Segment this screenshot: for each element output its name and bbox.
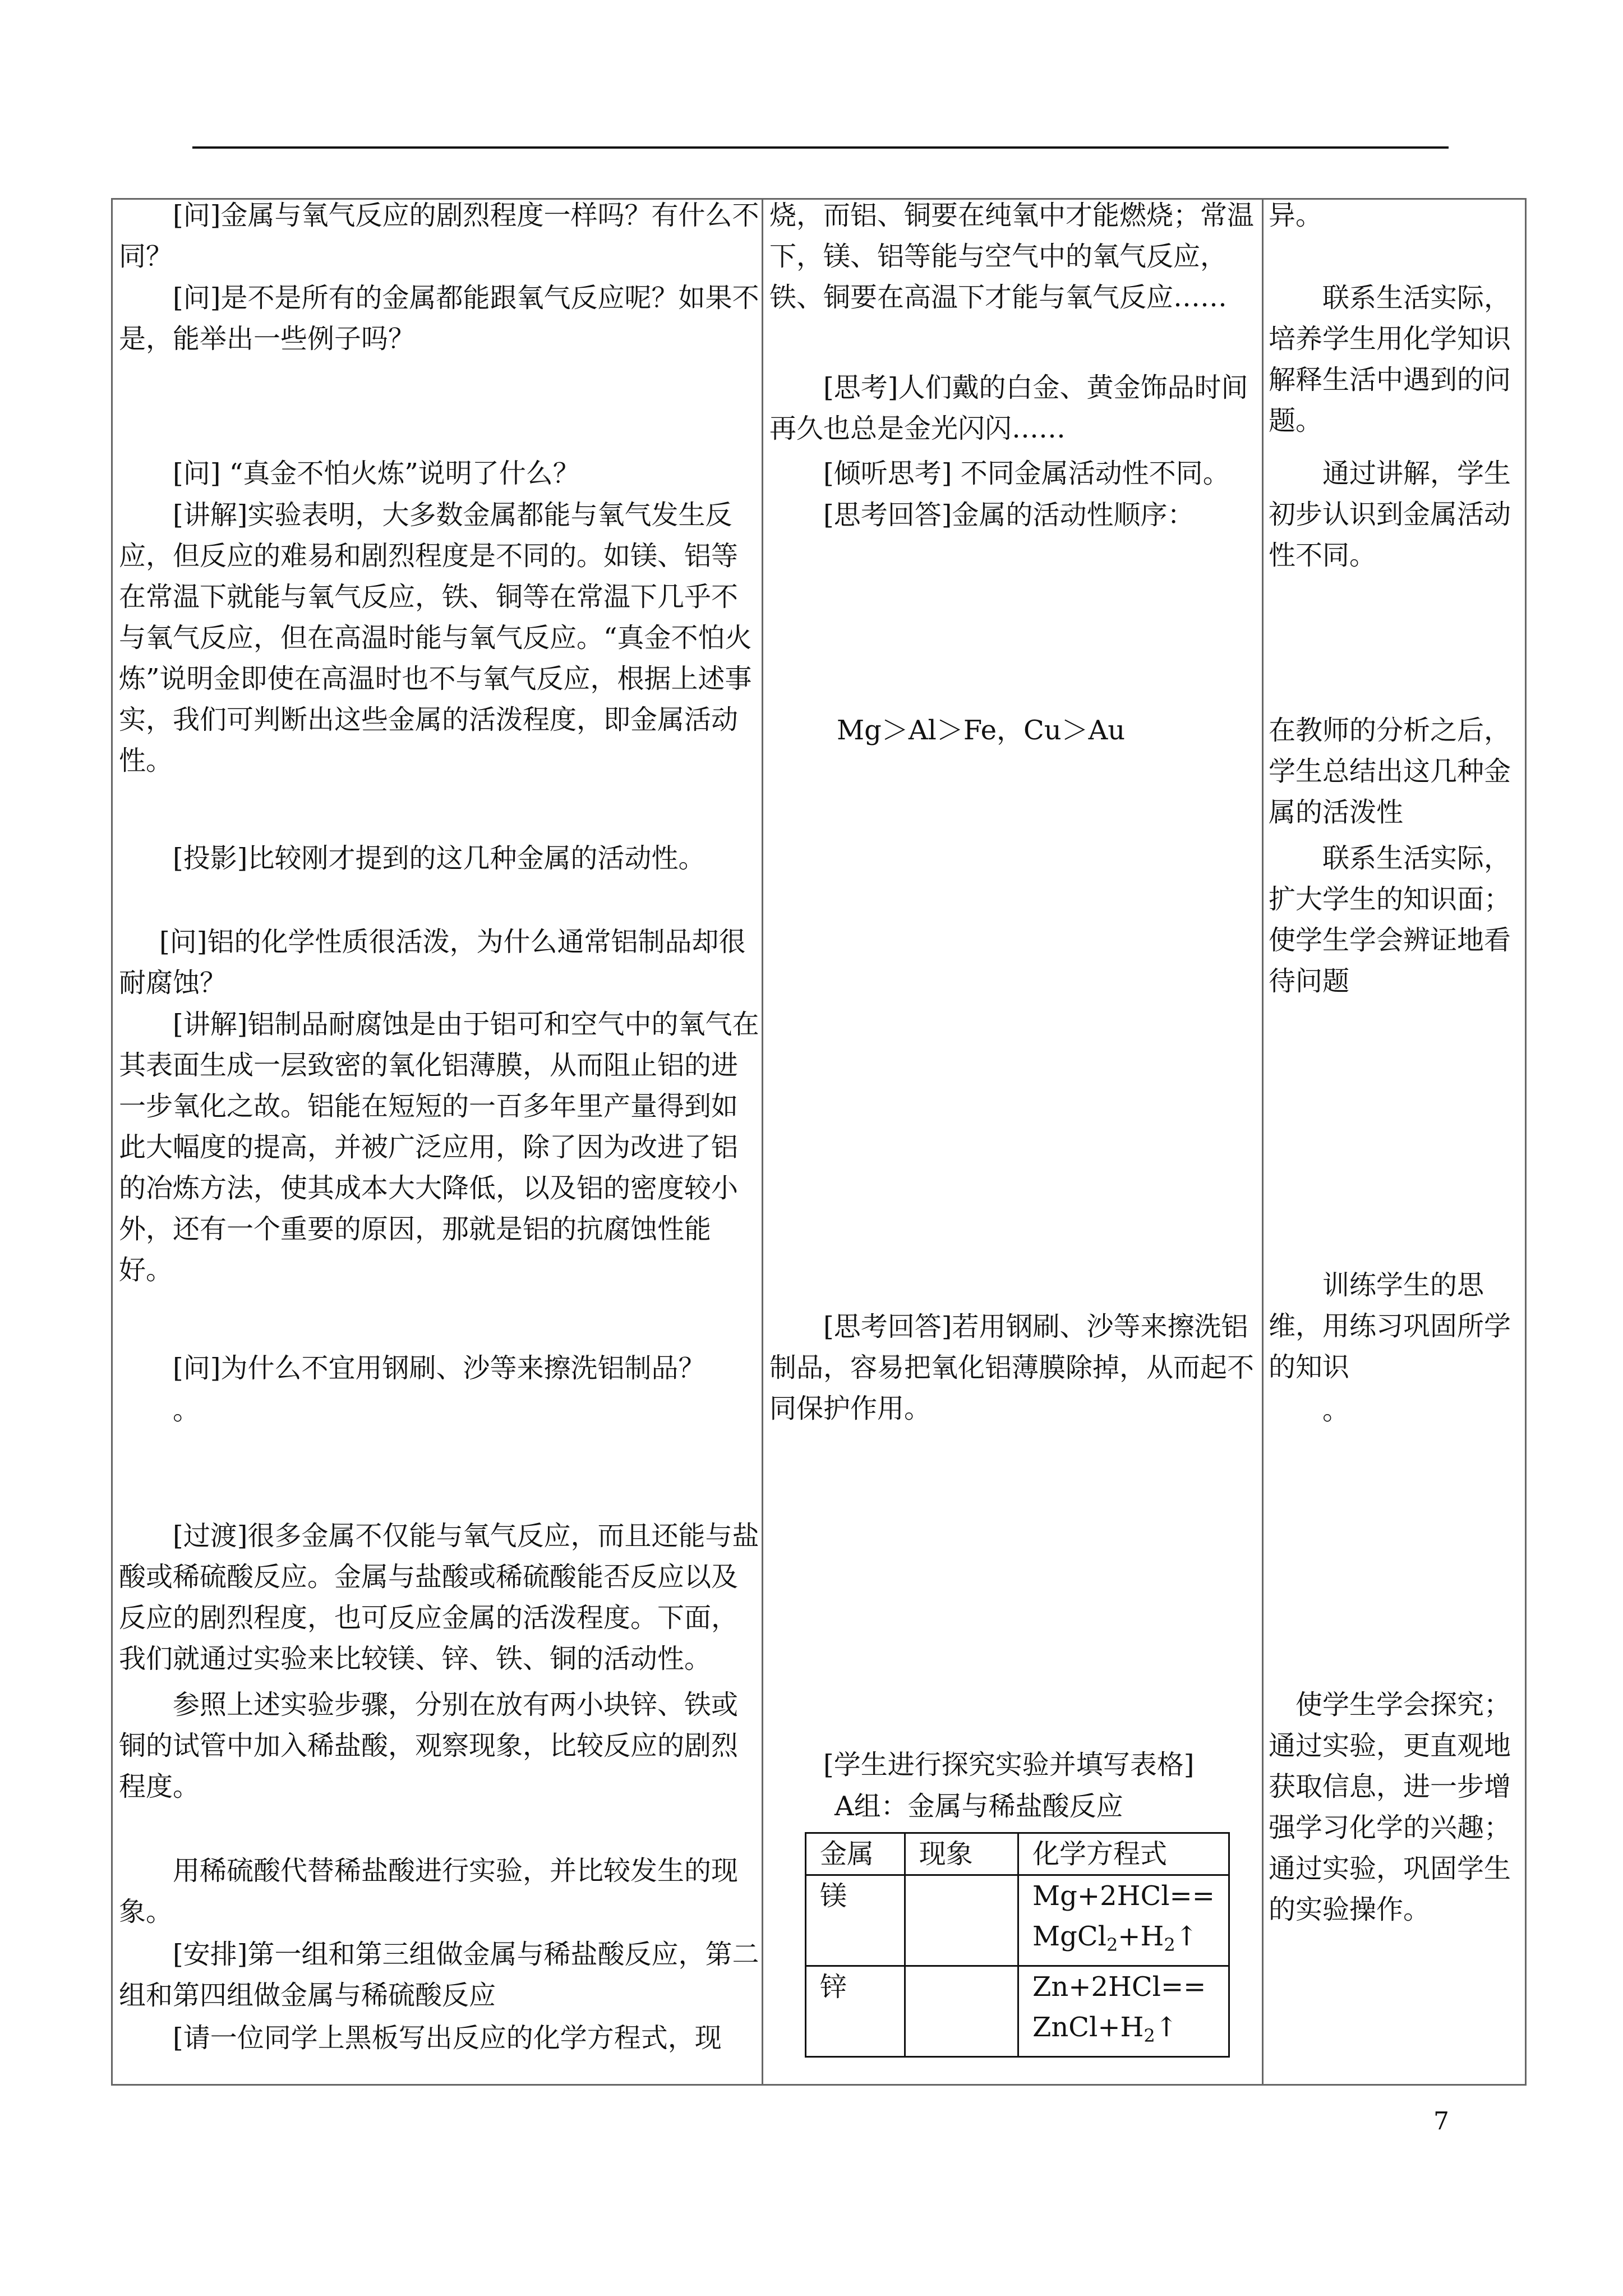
- equation-product: MgCl: [1032, 1921, 1106, 1952]
- group-a-title: A组：金属与稀盐酸反应: [834, 1791, 1123, 1822]
- activity-order: Mg＞Al＞Fe，Cu＞Au: [837, 715, 1126, 746]
- intent-3: 通过讲解，学生初步认识到金属活动性不同。: [1269, 458, 1511, 571]
- student-listen: [倾听思考] 不同金属活动性不同。: [823, 458, 1230, 489]
- phenomenon-cell: [905, 1875, 1018, 1966]
- teacher-projection: [投影]比较刚才提到的这几种金属的活动性。: [173, 843, 706, 874]
- student-answer-2: [思考回答]金属的活动性顺序：: [823, 499, 1195, 531]
- phenomenon-cell: [905, 1966, 1018, 2057]
- header-equation: 化学方程式: [1018, 1833, 1229, 1875]
- teacher-arrangement: [安排]第一组和第三组做金属与稀盐酸反应，第二组和第四组做金属与稀硫酸反应: [119, 1939, 759, 2011]
- metal-cell: 锌: [806, 1966, 905, 2057]
- header-rule: [192, 146, 1449, 149]
- teacher-explain-1: [讲解]实验表明，大多数金属都能与氧气发生反应，但反应的难易和剧烈程度是不同的。如镁、铝等在常温下就能与氧气反应，铁、铜等在常温下几乎不与氧气反应，但在高温时能与氧气反应。“真金不怕火炼”说明金即使在高温时也不与氧气反应，根据上述事实，我们可判断出这些金属的活泼程度，即金属活动性。: [119, 499, 752, 776]
- intent-1: 异。: [1269, 200, 1323, 231]
- teacher-instruction: 参照上述实验步骤，分别在放有两小块锌、铁或铜的试管中加入稀盐酸，观察现象，比较反应的剧烈程度。: [119, 1689, 739, 1802]
- equation-product-tail: +H: [1118, 1921, 1164, 1952]
- intent-5: 联系生活实际，扩大学生的知识面；使学生学会辨证地看待问题: [1269, 843, 1511, 997]
- teacher-question-4: [问]铝的化学性质很活泼，为什么通常铝制品却很耐腐蚀？: [119, 926, 746, 999]
- student-answer-3: [思考回答]若用钢刷、沙等来擦洗铝制品，容易把氧化铝薄膜除掉，从而起不同保护作用。: [769, 1311, 1255, 1424]
- table-row: [806, 1875, 1229, 1966]
- intent-6-mark: 。: [1322, 1395, 1350, 1426]
- gas-arrow: ↑: [1175, 1921, 1198, 1952]
- intent-7: 使学生学会探究；通过实验，更直观地获取信息，进一步增强学习化学的兴趣；通过实验，巩固学生的实验操作。: [1269, 1689, 1511, 1925]
- teacher-instruction-2: 用稀硫酸代替稀盐酸进行实验，并比较发生的现象。: [119, 1855, 739, 1927]
- equation-cell: [1018, 1966, 1229, 2057]
- subscript: 2: [1164, 1934, 1175, 1955]
- teacher-request: [请一位同学上黑板写出反应的化学方程式，现: [173, 2022, 722, 2054]
- equation-line: Zn+2HCl==: [1032, 1971, 1206, 2003]
- teacher-transition: [过渡]很多金属不仅能与氧气反应，而且还能与盐酸或稀硫酸反应。金属与盐酸或稀硫酸能否反应以及反应的剧烈程度，也可反应金属的活泼程度。下面，我们就通过实验来比较镁、锌、铁、铜的活动性。: [119, 1520, 759, 1674]
- subscript: 2: [1144, 2025, 1155, 2046]
- metal-cell: 镁: [806, 1875, 905, 1966]
- intent-4: 在教师的分析之后，学生总结出这几种金属的活泼性: [1269, 715, 1511, 828]
- reaction-table: [805, 1832, 1230, 2058]
- table-header-row: [806, 1833, 1229, 1875]
- gas-arrow: ↑: [1155, 2012, 1178, 2043]
- teacher-question-2: [问]是不是所有的金属都能跟氧气反应呢？如果不是，能举出一些例子吗？: [119, 282, 759, 355]
- intent-2: 联系生活实际，培养学生用化学知识解释生活中遇到的问题。: [1269, 282, 1511, 436]
- intent-6: 训练学生的思维，用练习巩固所学的知识: [1269, 1269, 1511, 1383]
- teacher-question-1: [问]金属与氧气反应的剧烈程度一样吗？有什么不同？: [119, 200, 759, 272]
- subscript: 2: [1106, 1934, 1118, 1955]
- table-row: [806, 1966, 1229, 2057]
- page-number: 7: [1433, 2107, 1449, 2136]
- student-answer-1: 烧，而铝、铜要在纯氧中才能燃烧；常温下，镁、铝等能与空气中的氧气反应，铁、铜要在高温下才能与氧气反应……: [769, 200, 1255, 313]
- teacher-question-3: [问] “真金不怕火炼”说明了什么？: [173, 458, 580, 489]
- header-phenomenon: 现象: [905, 1833, 1018, 1875]
- student-experiment: [学生进行探究实验并填写表格]: [823, 1749, 1195, 1780]
- teacher-question-5-mark: 。: [173, 1395, 200, 1426]
- equation-line: Mg+2HCl==: [1032, 1880, 1215, 1912]
- teacher-question-5: [问]为什么不宜用钢刷、沙等来擦洗铝制品？: [173, 1352, 706, 1384]
- teacher-explain-2: [讲解]铝制品耐腐蚀是由于铝可和空气中的氧气在其表面生成一层致密的氧化铝薄膜，从而阻止铝的进一步氧化之故。铝能在短短的一百多年里产量得到如此大幅度的提高，并被广泛应用，除了因为改进了铝的冶炼方法，使其成本大大降低，以及铝的密度较小外，还有一个重要的原因，那就是铝的抗腐蚀性能好。: [119, 1009, 759, 1286]
- equation-product: ZnCl+H: [1032, 2012, 1144, 2043]
- header-metal: 金属: [806, 1833, 905, 1875]
- equation-cell: [1018, 1875, 1229, 1966]
- student-think-1: [思考]人们戴的白金、黄金饰品时间再久也总是金光闪闪……: [769, 372, 1248, 444]
